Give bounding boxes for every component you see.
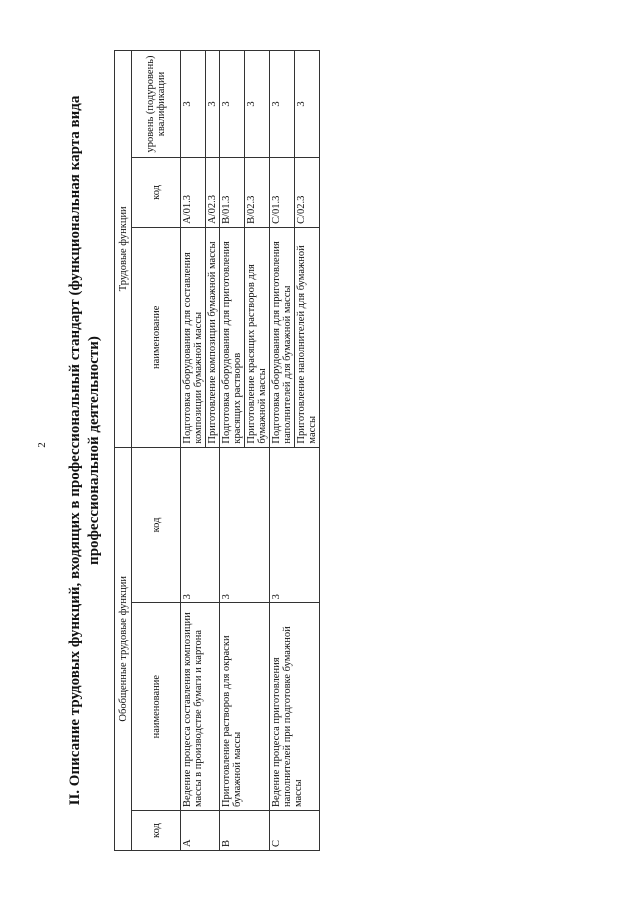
title-line-1: II. Описание трудовых функций, входящих в профессиональный стандарт (функциональная карта вида bbox=[67, 95, 83, 806]
column-header-function-name: наименование bbox=[132, 227, 181, 447]
table-row bbox=[181, 51, 206, 851]
function-level-cell: 3 bbox=[245, 51, 270, 158]
group-name-cell: Приготовление растворов для окраски бумажной массы bbox=[220, 603, 270, 811]
function-name-cell: Подготовка оборудования для составления композиции бумажной массы bbox=[181, 227, 206, 447]
group-header-generalized: Обобщенные трудовые функции bbox=[115, 447, 132, 850]
function-level-cell: 3 bbox=[220, 51, 245, 158]
group-code-cell: B bbox=[220, 811, 270, 851]
function-code-cell: C/02.3 bbox=[295, 157, 320, 227]
group-code-cell: A bbox=[181, 811, 220, 851]
title-line-2: профессиональной деятельности) bbox=[86, 336, 102, 565]
function-code-cell: A/01.3 bbox=[181, 157, 206, 227]
function-code-cell: B/02.3 bbox=[245, 157, 270, 227]
column-header-code: код bbox=[132, 811, 181, 851]
table-row bbox=[220, 51, 245, 851]
group-level-cell: 3 bbox=[220, 447, 270, 603]
group-code-cell: C bbox=[270, 811, 320, 851]
function-name-cell: Подготовка оборудования для приготовления наполнителей для бумажной массы bbox=[270, 227, 295, 447]
group-name-cell: Ведение процесса приготовления наполнителей при подготовке бумажной массы bbox=[270, 603, 320, 811]
function-name-cell: Приготовление композиции бумажной массы bbox=[206, 227, 220, 447]
group-name-cell: Ведение процесса составления композиции массы в производстве бумаги и картона bbox=[181, 603, 220, 811]
function-code-cell: A/02.3 bbox=[206, 157, 220, 227]
table-group-header-row bbox=[115, 51, 132, 851]
document-sheet bbox=[66, 50, 590, 851]
function-level-cell: 3 bbox=[295, 51, 320, 158]
function-code-cell: B/01.3 bbox=[220, 157, 245, 227]
functional-map-table bbox=[114, 50, 320, 851]
function-level-cell: 3 bbox=[270, 51, 295, 158]
group-level-cell: 3 bbox=[270, 447, 320, 603]
function-level-cell: 3 bbox=[181, 51, 206, 158]
column-header-name: наименование bbox=[132, 603, 181, 811]
group-header-labor: Трудовые функции bbox=[115, 51, 132, 448]
function-name-cell: Приготовление красящих растворов для бумажной массы bbox=[245, 227, 270, 447]
section-title bbox=[66, 50, 104, 851]
column-header-sublevel: уровень (подуровень) квалификации bbox=[132, 51, 181, 158]
function-level-cell: 3 bbox=[206, 51, 220, 158]
page-number: 2 bbox=[36, 442, 48, 448]
group-level-cell: 3 bbox=[181, 447, 220, 603]
table-row bbox=[270, 51, 295, 851]
column-header-function-code: код bbox=[132, 157, 181, 227]
column-header-level: код bbox=[132, 447, 181, 603]
function-name-cell: Приготовление наполнителей для бумажной массы bbox=[295, 227, 320, 447]
function-name-cell: Подготовка оборудования для приготовления красящих растворов bbox=[220, 227, 245, 447]
function-code-cell: C/01.3 bbox=[270, 157, 295, 227]
table-column-header-row bbox=[132, 51, 181, 851]
